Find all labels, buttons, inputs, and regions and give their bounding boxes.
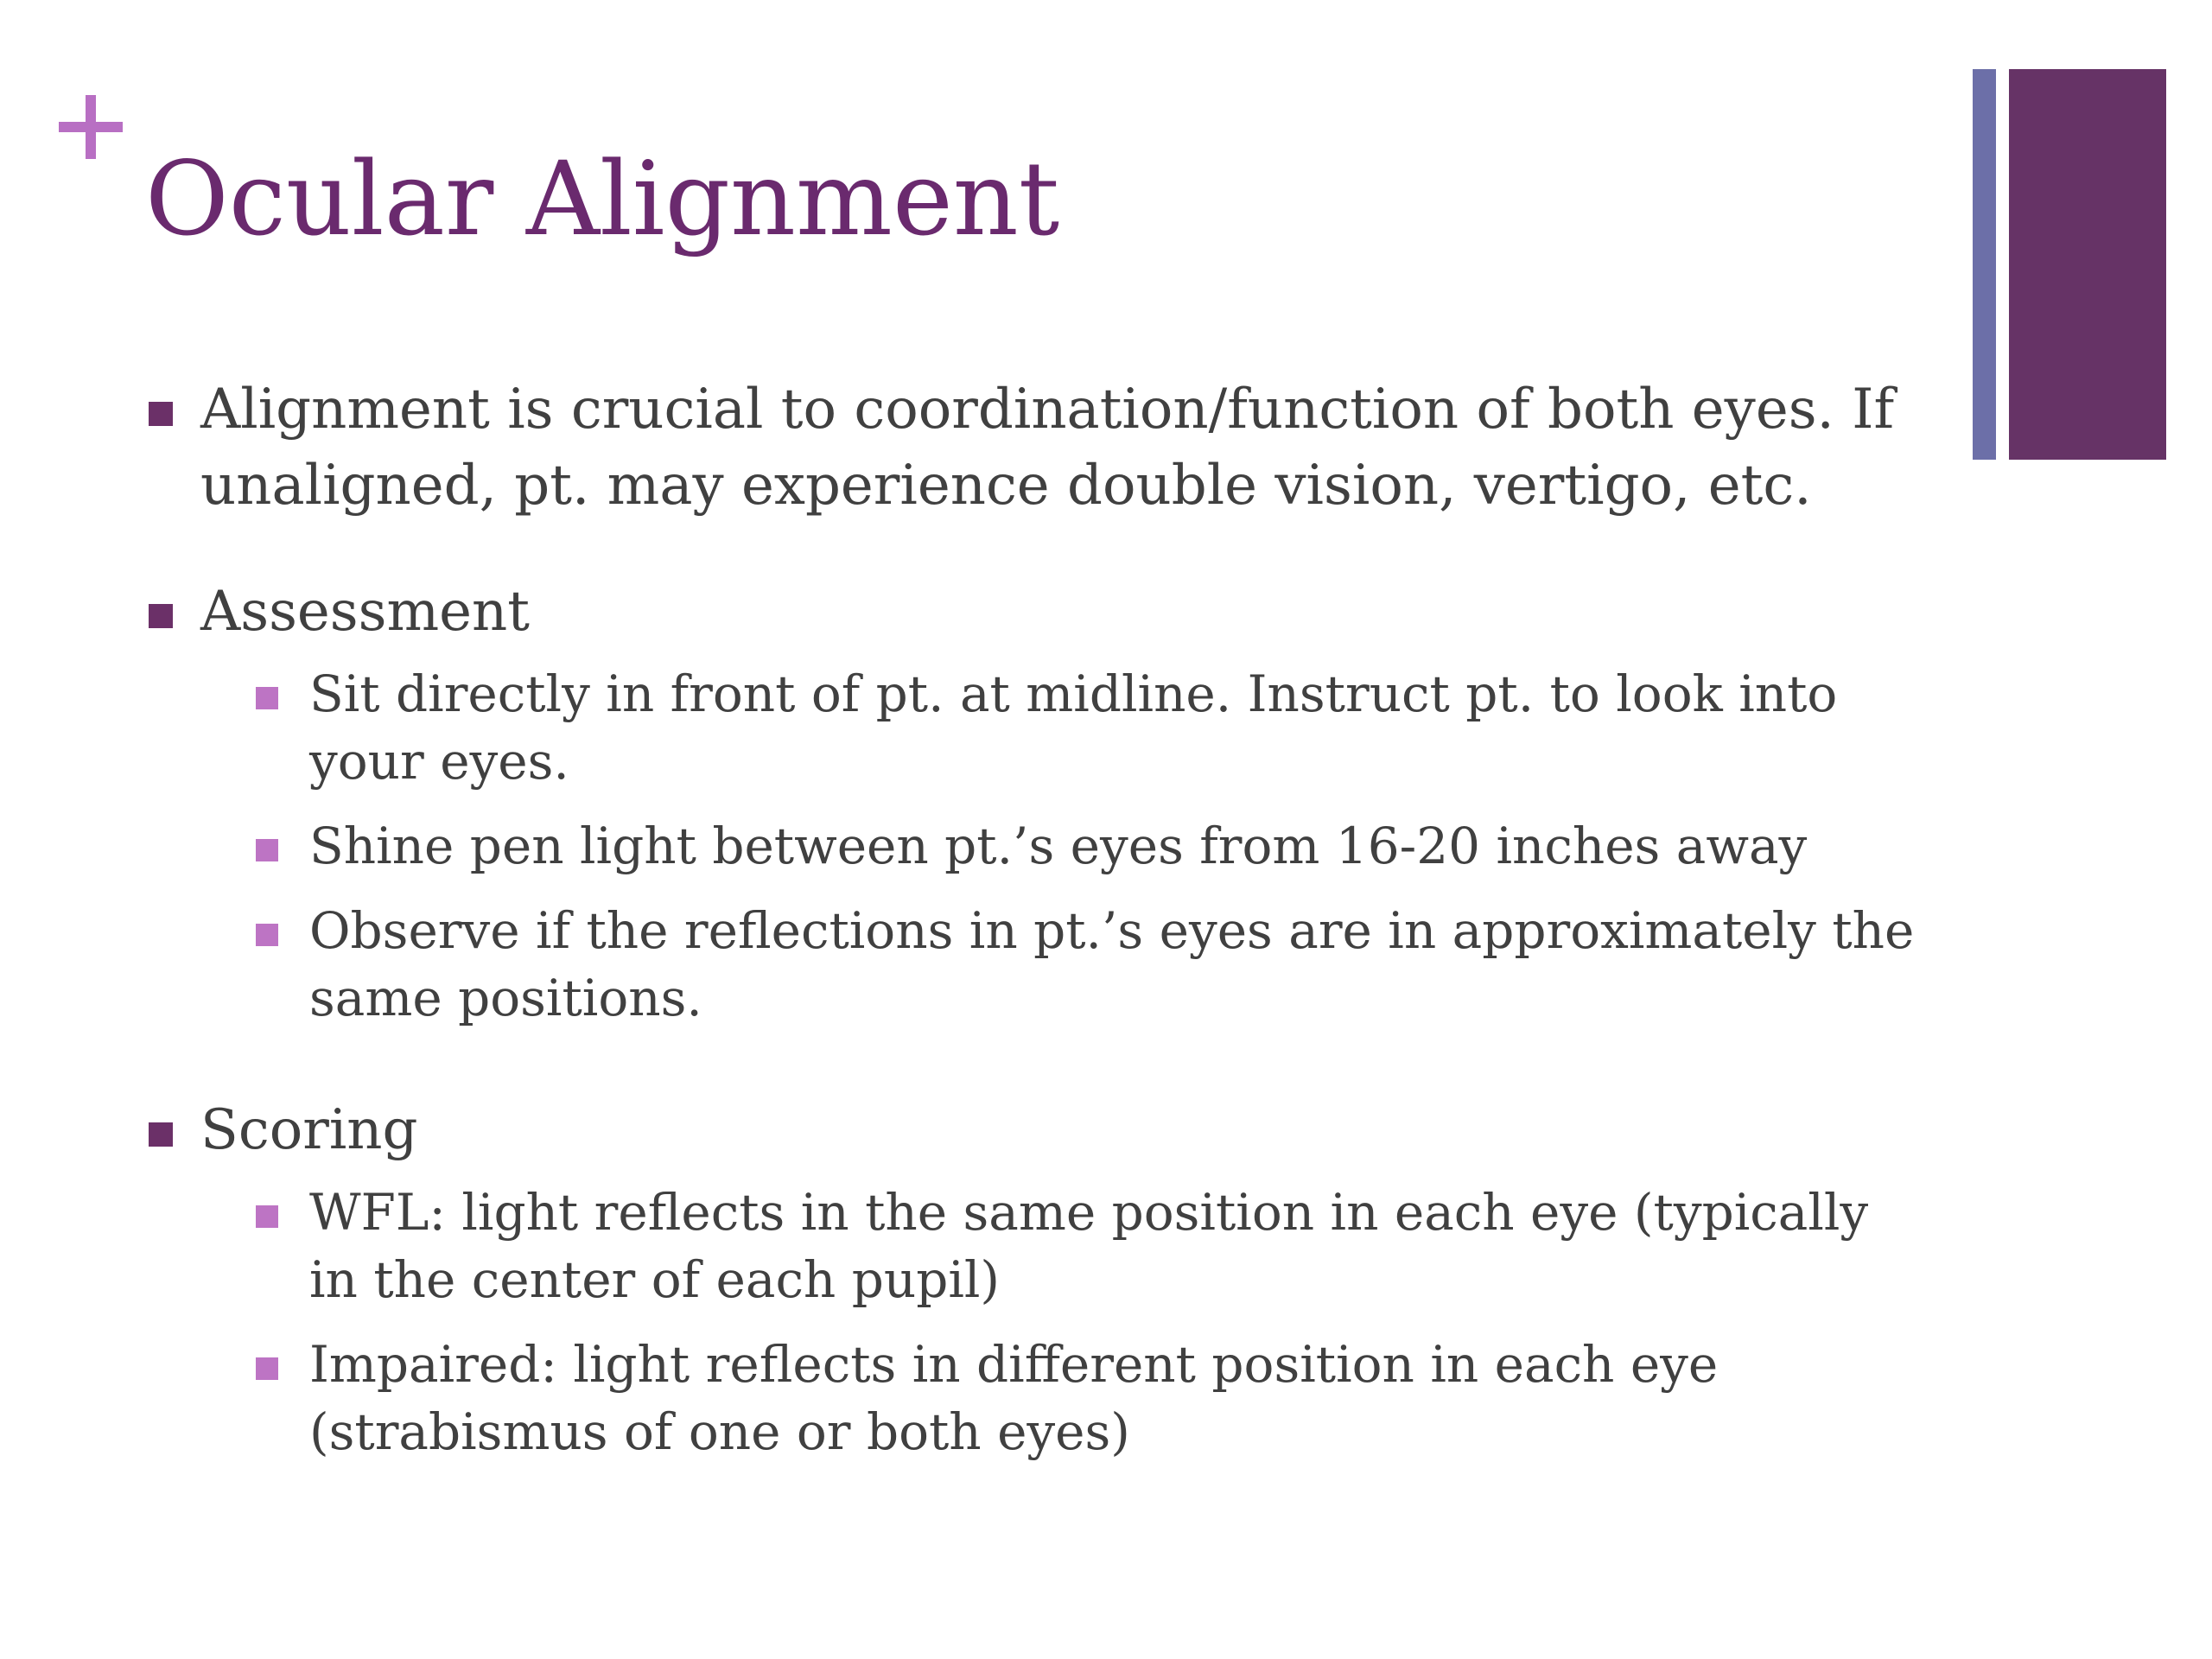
sub-bullet-list xyxy=(200,660,1925,1032)
sub-bullet-item xyxy=(256,660,1925,795)
square-bullet-icon xyxy=(149,402,173,426)
square-sub-bullet-icon xyxy=(256,687,278,709)
square-sub-bullet-icon xyxy=(256,924,278,946)
plus-icon-vertical xyxy=(86,95,96,159)
sub-bullet-item xyxy=(256,897,1925,1032)
square-bullet-icon xyxy=(149,604,173,628)
bullet-text: Assessment xyxy=(200,580,530,644)
sub-bullet-item xyxy=(256,1331,1925,1465)
sub-bullet-item xyxy=(256,1179,1925,1313)
sub-bullet-text: Impaired: light reflects in different position in each eye (strabismus of one or both eyes) xyxy=(309,1335,1719,1461)
sub-bullet-text: Shine pen light between pt.’s eyes from 16-20 inches away xyxy=(309,817,1808,875)
square-sub-bullet-icon xyxy=(256,839,278,861)
bullet-text: Scoring xyxy=(200,1098,418,1162)
sub-bullet-text: Sit directly in front of pt. at midline. Instruct pt. to look into your eyes. xyxy=(309,664,1838,791)
accent-bar-thin xyxy=(1973,69,1996,460)
slide-title: Ocular Alignment xyxy=(145,139,1060,258)
accent-bar-wide xyxy=(2009,69,2166,460)
square-sub-bullet-icon xyxy=(256,1205,278,1228)
square-sub-bullet-icon xyxy=(256,1357,278,1380)
bullet-item-alignment xyxy=(145,372,1925,524)
sub-bullet-item xyxy=(256,812,1925,880)
sub-bullet-text: Observe if the reflections in pt.’s eyes are in approximately the same positions. xyxy=(309,901,1915,1027)
bullet-list xyxy=(145,372,1925,1465)
bullet-text: Alignment is crucial to coordination/function of both eyes. If unaligned, pt. may experience double vision, vertigo, etc. xyxy=(200,378,1895,518)
plus-icon xyxy=(59,95,123,159)
sub-bullet-text: WFL: light reflects in the same position in each eye (typically in the center of each pupil) xyxy=(309,1183,1869,1309)
square-bullet-icon xyxy=(149,1122,173,1147)
sub-bullet-list xyxy=(200,1179,1925,1465)
bullet-item-scoring xyxy=(145,1092,1925,1465)
bullet-item-assessment xyxy=(145,574,1925,1032)
